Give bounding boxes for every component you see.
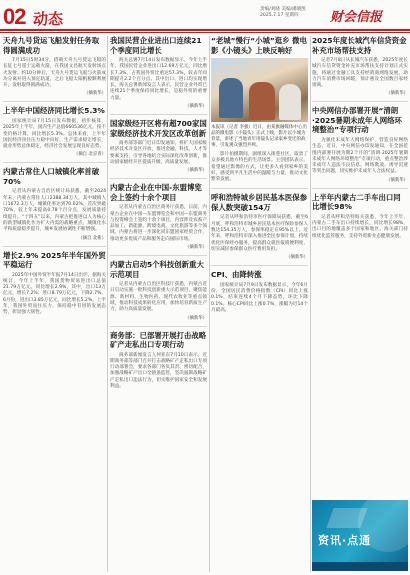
article-source: （摘新华） (386, 177, 408, 183)
brand-logo: 财会信报 (330, 10, 383, 25)
divider (3, 246, 106, 247)
article-body: 记者从内蒙古自治区商务厅获悉，日前，内蒙古企业在中国—东盟博览会和中国—东盟商务与投资峰会上签约十余个项目，内容涉及农畜产品加工、新能源、跨境电商、文化旅游等多个领域。内蒙古将进一步深化同东盟国家经贸合作，推动更多优质产品和服务走向国际市场。 (110, 205, 207, 242)
article-title[interactable]: 2025年度长城汽车信贷资金补充市场帮扶支持 (312, 36, 407, 55)
divider (211, 188, 308, 189)
article-title[interactable]: 我国民营企业进出口连续21个季度同比增长 (110, 36, 202, 55)
ad-bar (312, 562, 408, 571)
masthead (0, 0, 410, 34)
photo-caption: 本报讯（记者 李强）近日，由某旗融媒体中心出品的微电影《小镜头》正式上映，影片以小城为背景，讲述了当地青年用镜头记录家乡变迁的故事，引发观众强烈共鸣。 (211, 125, 307, 148)
article[interactable] (312, 106, 408, 182)
article-title[interactable]: 国家级经开区将有超700家国家级经济技术开发区改革创新 (110, 119, 207, 138)
article-title[interactable]: 内蒙古常住人口城镇化率首破70% (3, 167, 100, 186)
divider (312, 101, 408, 102)
column-4 (312, 36, 408, 245)
article-source: （摘新华） (185, 245, 207, 251)
article[interactable] (110, 36, 207, 109)
article[interactable] (3, 106, 106, 157)
article[interactable] (3, 167, 106, 240)
article-source: （摘新华） (286, 255, 308, 261)
article-body: 国家统计局7月9日发布数据显示，今年6月份，全国居民消费价格指数（CPI）同比上涨0.1%，结束连续4个月下降态势，环比下降0.1%。核心CPI同比上涨0.7%，涨幅为近14个月最高。 (211, 282, 308, 313)
article-body: 记者7月8日从长城汽车获悉，2025年度长城汽车信贷资金补充市场帮扶支持计划正式实施，将通过金融工具支持经销商网络发展，助力汽车消费市场回暖，预计惠及全国数百家经销商。 (312, 58, 408, 89)
column-2 (110, 36, 207, 395)
date-line: 2025.7.17 星期四 (260, 13, 299, 18)
article-title[interactable]: 上半年内蒙古二手车出口同比增长98% (312, 192, 401, 212)
section-name: 动态 (33, 10, 64, 28)
divider (211, 265, 308, 266)
ad-text: 资讯·点通 (318, 534, 372, 547)
article[interactable] (3, 251, 106, 317)
article-body: 7月15日5时34分，搭载天舟九号货运飞船的长征七号遥十运载火箭，在我国文昌航天发射场点火发射。约10分钟后，天舟九号货运飞船与火箭成功分离并进入预定轨道，之后飞船太阳帆板顺利展开，发射取得圆满成功。 (3, 58, 106, 89)
column-divider (310, 36, 311, 572)
article-body: 国家统计局7月15日发布数据，初步核算，2025年上半年，国内生产总值660536亿元，按不变价格计算，同比增长5.3%。总体来看，上半年国民经济顶住压力稳中向好，生产需求稳定增长，就业形势总体稳定，经济社会发展呈现良好态势。 (3, 118, 106, 150)
masthead-rule (0, 29, 410, 31)
article-title[interactable]: 商务部：已部署开展打击战略矿产走私出口专项行动 (110, 330, 207, 350)
article-title[interactable]: 增长2.9% 2025年半年国外贸平稳运行 (3, 250, 106, 270)
article-title[interactable]: “老城”慢行“小城”逛乡 微电影《小镜头》上映反响好 (211, 36, 307, 55)
article-body: 记者从内蒙古自治区统计局获悉，截至2024年末，内蒙古常住人口2388.34万人，其中城镇人口1672.3万人，城镇化率达到70.02%，首次突破70%，较上年末提高0.78个百分点，发展质量持续提升。“十四五”以来，内蒙古把推进以人为核心的新型城镇化作为扩大内需的战略重点，城镇化水平和质量稳步提升，城乡发展协调性不断增强。 (3, 189, 106, 233)
editor-line: 责编/刘晓 美编/潘晓凯 (260, 7, 306, 12)
article[interactable] (110, 119, 207, 173)
article-title[interactable]: CPI、由降转涨 (211, 270, 262, 280)
article-body: 商务部新闻发言人何亚东7月10日表示，近期商务部等部门召开打击战略矿产走私出口专项行动部署会，要求各部门各负其责、密切配合，加强战略矿产出口全链条监管，坚决遏制战略矿产走私出口违法行为，切实维护国家安全和发展利益。 (110, 352, 207, 390)
article-title[interactable]: 内蒙古企业在中国-东盟博览会上签约十余个项目 (110, 183, 202, 202)
article-title[interactable]: 上半年中国经济同比增长5.3% (3, 106, 105, 116)
column-divider (107, 36, 108, 572)
divider (110, 178, 207, 179)
news-photo (211, 58, 308, 122)
article-body: 为强化未成年人网络保护，营造良好网络生态，近日，中央网信办印发通知，在全国范围内部署开展为期2个月的“清朗·2025年暑期未成年人网络环境整治”专项行动，重点整治涉未成年人违法不良信息、网络欺凌、诱导沉迷等突出问题，切实维护未成年人合法权益。 (312, 137, 408, 175)
article[interactable] (211, 36, 308, 183)
article[interactable] (110, 183, 207, 250)
section-number: 02 (3, 4, 26, 29)
article-source: （摘新华） (185, 104, 207, 110)
article-title[interactable]: 呼和浩特城乡居民基本医保参保人数突破154万 (211, 193, 308, 212)
article-body: 记者从呼和浩特海关获悉，今年上半年，内蒙古二手车出口持续增长，同比增长98%，出口目的地覆盖多个国家和地区。海关部门持续优化监管服务，支持外贸新业态健康发展。 (312, 214, 408, 239)
photo-figure (249, 82, 275, 120)
article-body: 记者从呼和浩特市医疗保障局获悉，截至6月底，呼和浩特市城乡居民基本医疗保险参保人数达154.35万人，参保率稳定在95%以上。近年来，呼和浩特市深入推进全民参保计划，持续优化医保经办服务，提高群众就医报销便利度，切实减轻参保群众医疗费用负担。 (211, 215, 308, 252)
article-title[interactable]: 中央网信办部署开展“清朗·2025暑期未成年人网络环境整治”专项行动 (312, 106, 402, 135)
photo-figure (279, 84, 301, 120)
column-3 (211, 36, 308, 319)
divider (110, 114, 207, 115)
article-body: 2025年中国外贸半年报7月14日出炉。据海关统计，今年上半年，我国货物贸易进出口总值21.79万亿元，同比增长2.9%，其中，出口13万亿元，增长7.2%；进口8.79万亿元，下降2.7%。6月份，进出口3.85万亿元，同比增长5.2%。上半年，我国外贸顶住压力，保持稳中有进的发展态势，彰显强大韧性。 (3, 272, 106, 316)
article-source: （摘新华） (185, 168, 207, 174)
divider (3, 162, 106, 163)
edition-meta (260, 7, 306, 19)
column-1 (3, 36, 106, 322)
column-divider (209, 36, 210, 572)
article-source: （摘新华） (185, 315, 207, 321)
article-title[interactable]: 天舟九号货运飞船发射任务取得圆满成功 (3, 36, 100, 55)
article-body: 影片拍摄期间，剧组深入街巷社区，取景了众多极具地方特色的生活场景。主创团队表示，希望通过影像的方式，让更多人看到家乡的美好，感受到平凡生活中的温暖与力量，推动文化繁荣发展。 (211, 152, 308, 183)
article-body: 商务部等部门近日印发通知，将扩大国家级经济技术开发区开放，推进金融、科技、人才等要素支持，引导各地结合实际深化改革创新，推动国家级经开区提质升级、高质量发展。 (110, 141, 207, 165)
ad-decoration (326, 508, 367, 528)
photo-figure (219, 78, 243, 118)
article[interactable] (3, 36, 106, 96)
article-body: 记者从内蒙古自治区科技厅获悉，内蒙古近日启动实施一批科技创新重大示范项目，聚焦能源、新材料、生物医药、现代农牧业等重点领域，推动科技成果转化应用，加快培育新质生产力，助力高质量发展。 (110, 282, 207, 313)
masthead-rule-thin (0, 32, 410, 33)
divider (3, 101, 106, 102)
article[interactable] (312, 193, 408, 240)
article-body: 海关总署7月14日发布数据显示，今年上半年，我国民营企业进出口12.69万亿元，同比增长7.3%，占我国外贸比重达57.3%，较去年同期提升2.2个百分点。其中出口、进口均实现增长。海关总署新闻发言人表示，民营企业外贸已连续21个季度保持同比增长，是稳外贸的重要力量。 (110, 58, 207, 101)
info-banner-ad[interactable] (312, 500, 408, 571)
article[interactable] (110, 331, 207, 391)
article[interactable] (211, 270, 308, 314)
article-source: （摘新华） (386, 91, 408, 97)
divider (312, 188, 408, 189)
article[interactable] (110, 260, 207, 320)
article[interactable] (211, 193, 308, 260)
divider (110, 255, 207, 256)
divider (110, 326, 207, 327)
article-source: （摘新华） (84, 91, 106, 97)
article-title[interactable]: 内蒙古启动5个科技创新重大示范项目 (110, 260, 204, 279)
article-source: （摘自 北京青） (73, 152, 106, 158)
article[interactable] (312, 36, 408, 96)
article-source: （摘自 北新） (78, 235, 106, 241)
